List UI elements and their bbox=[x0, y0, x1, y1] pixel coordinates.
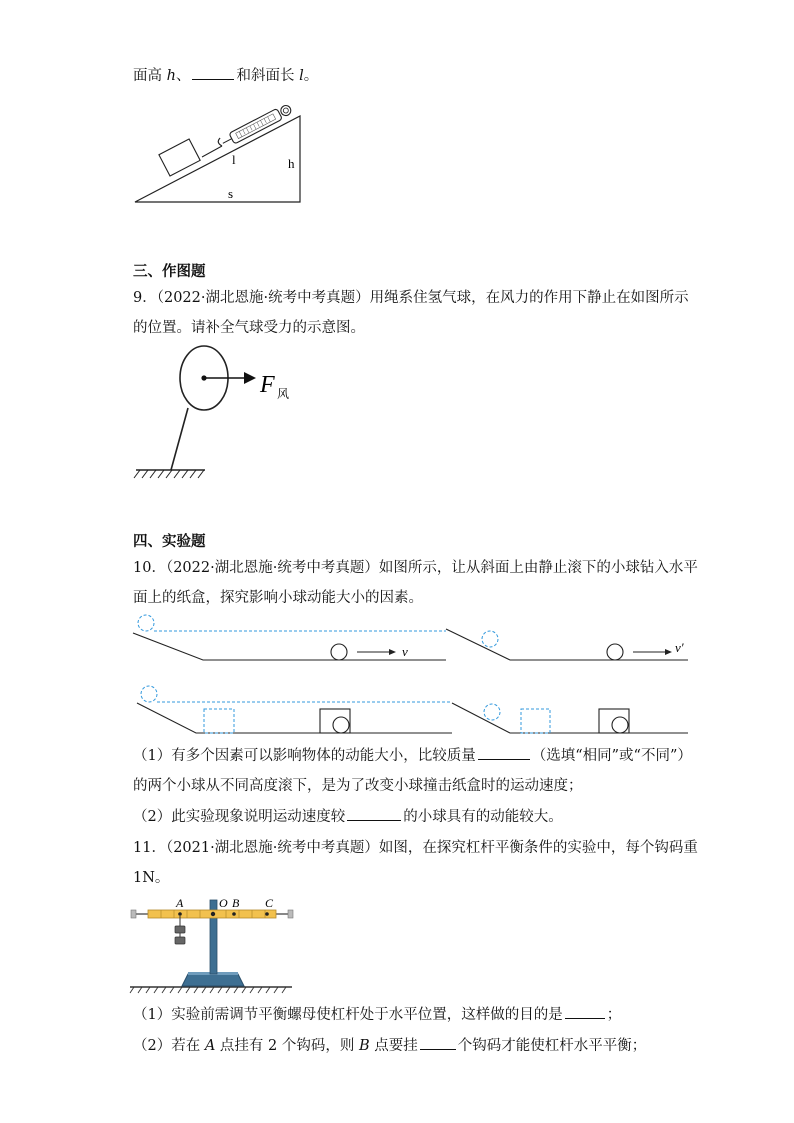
q10-line2: 面上的纸盒，探究影响小球动能大小的因素。 bbox=[133, 590, 423, 606]
q11-sub2-line bbox=[133, 1034, 646, 1055]
lever-label-B: B bbox=[232, 896, 240, 910]
q8-end: 。 bbox=[303, 68, 319, 84]
q10-line1: 10．（2022·湖北恩施·统考中考真题）如图所示，让从斜面上由静止滚下的小球钻入水平 bbox=[133, 560, 698, 576]
incline-label-l: l bbox=[232, 152, 236, 167]
ball-label-v: v bbox=[402, 644, 408, 659]
q10-sub1-a: （1）有多个因素可以影响物体的动能大小，比较质量 bbox=[133, 748, 476, 764]
q11-sub1-b: ； bbox=[606, 1007, 622, 1023]
q8-var-h: h bbox=[166, 68, 176, 84]
balloon-force-sub: 风 bbox=[277, 387, 290, 401]
q11-sub1-line bbox=[133, 1003, 621, 1024]
balloon-force-F: F bbox=[260, 372, 275, 398]
q11-sub2-c: 点要挂 bbox=[369, 1038, 418, 1054]
q11-sub1-a: （1）实验前需调节平衡螺母使杠杆处于水平位置，这样做的目的是 bbox=[133, 1007, 563, 1023]
lever-label-C: C bbox=[265, 896, 274, 910]
q11-sub2-blank[interactable] bbox=[420, 1035, 456, 1050]
incline-label-s: s bbox=[228, 186, 234, 201]
q11-sub2-var-A: A bbox=[204, 1038, 216, 1054]
section-4-title: 四、实验题 bbox=[133, 534, 206, 550]
incline-label-h: h bbox=[288, 156, 295, 171]
q11-sub2-var-B: B bbox=[359, 1038, 370, 1054]
lever-label-O: O bbox=[219, 896, 228, 910]
q11-sub2-d: 个钩码才能使杠杆水平平衡； bbox=[457, 1038, 647, 1054]
q11-sub2-a: （2）若在 bbox=[133, 1038, 205, 1054]
q8-var-l: l bbox=[299, 68, 304, 84]
q10-sub2-b: 的小球具有的动能较大。 bbox=[403, 809, 563, 825]
q11-sub1-blank[interactable] bbox=[565, 1004, 605, 1019]
q10-sub1-b: （选填“相同”或“不同”） bbox=[531, 748, 692, 764]
section-3-title: 三、作图题 bbox=[133, 264, 206, 280]
q11-line1: 11．（2021·湖北恩施·统考中考真题）如图，在探究杠杆平衡条件的实验中，每个钩码重 bbox=[133, 840, 698, 856]
lever-label-A: A bbox=[176, 896, 184, 910]
q10-sub2-a: （2）此实验现象说明运动速度较 bbox=[133, 809, 346, 825]
q11-sub2-b: 点挂有 2 个钩码，则 bbox=[215, 1038, 359, 1054]
q8-mid: 和斜面长 bbox=[236, 68, 300, 84]
q9-line2: 的位置。请补全气球受力的示意图。 bbox=[133, 320, 365, 336]
q8-prefix: 面高 bbox=[133, 68, 167, 84]
q9-line1: 9．（2022·湖北恩施·统考中考真题）用绳系住氢气球，在风力的作用下静止在如图所示 bbox=[133, 290, 689, 306]
q10-sub1-line2: 的两个小球从不同高度滚下，是为了改变小球撞击纸盒时的运动速度； bbox=[133, 778, 583, 794]
ball-label-v2: v′ bbox=[675, 640, 684, 655]
q8-sep: 、 bbox=[175, 68, 191, 84]
q11-line2: 1N。 bbox=[133, 870, 170, 886]
